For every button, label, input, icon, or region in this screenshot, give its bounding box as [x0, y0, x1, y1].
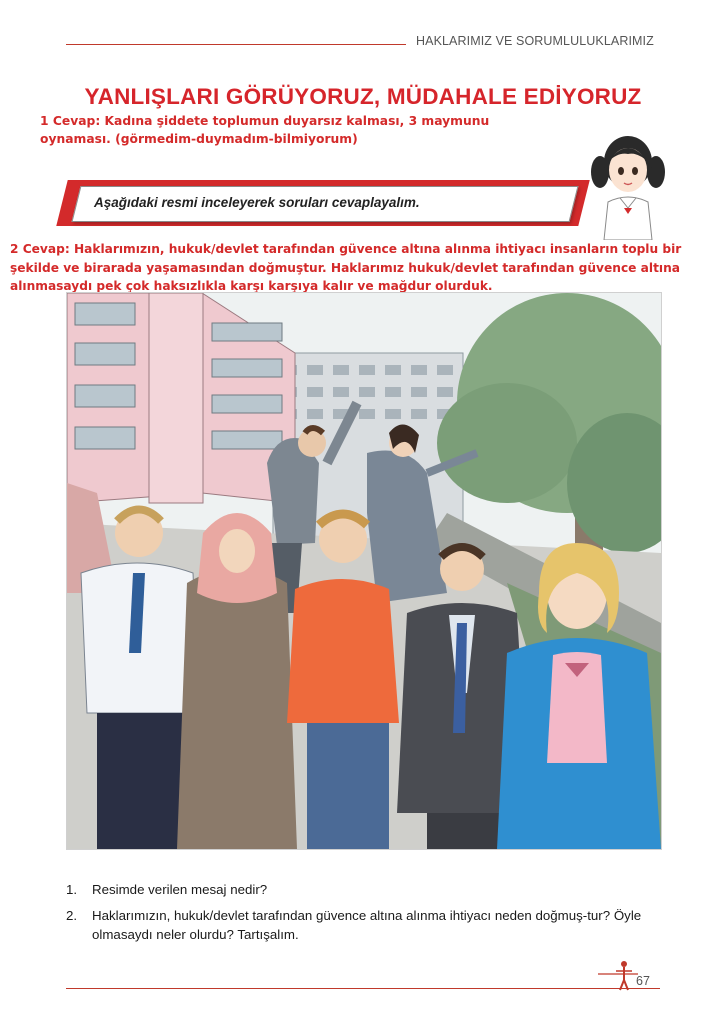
tightrope-walker-icon: [598, 958, 638, 998]
question-text: Haklarımızın, hukuk/devlet tarafından güvence altına alınma ihtiyacı neden doğmuş-tur? Öyle olmasaydı neler olurdu? Tartışalım.: [92, 908, 642, 942]
instruction-text: Aşağıdaki resmi inceleyerek soruları cevaplayalım.: [94, 195, 420, 210]
question-1: [66, 880, 660, 900]
street-illustration: [66, 292, 662, 850]
page-title: YANLIŞLARI GÖRÜYORUZ, MÜDAHALE EDİYORUZ: [84, 84, 642, 109]
answer-1: 1 Cevap: Kadına şiddete toplumun duyarsız kalması, 3 maymunu oynaması. (görmedim-duymadım-bilmiyorum): [40, 114, 490, 146]
question-number: 1.: [66, 882, 78, 897]
footer-rule: [66, 988, 660, 989]
page-number: 67: [636, 974, 650, 988]
header-rule: [66, 44, 406, 45]
section-title: HAKLARIMIZ VE SORUMLULUKLARIMIZ: [416, 34, 654, 48]
question-2: [66, 906, 660, 946]
answer-2: 2 Cevap: Haklarımızın, hukuk/devlet tarafından güvence altına alınma ihtiyacı insanların toplu bir şekilde ve birarada yaşamasından doğmuştur. Haklarımız hukuk/devlet tarafından güvence altına alınmasaydı pek çok haksızlıkla karşı karşıya kalır ve mağdur olurduk.: [10, 242, 682, 293]
question-text: Resimde verilen mesaj nedir?: [92, 882, 268, 897]
question-number: 2.: [66, 908, 78, 923]
girl-mascot-icon: [590, 128, 666, 240]
